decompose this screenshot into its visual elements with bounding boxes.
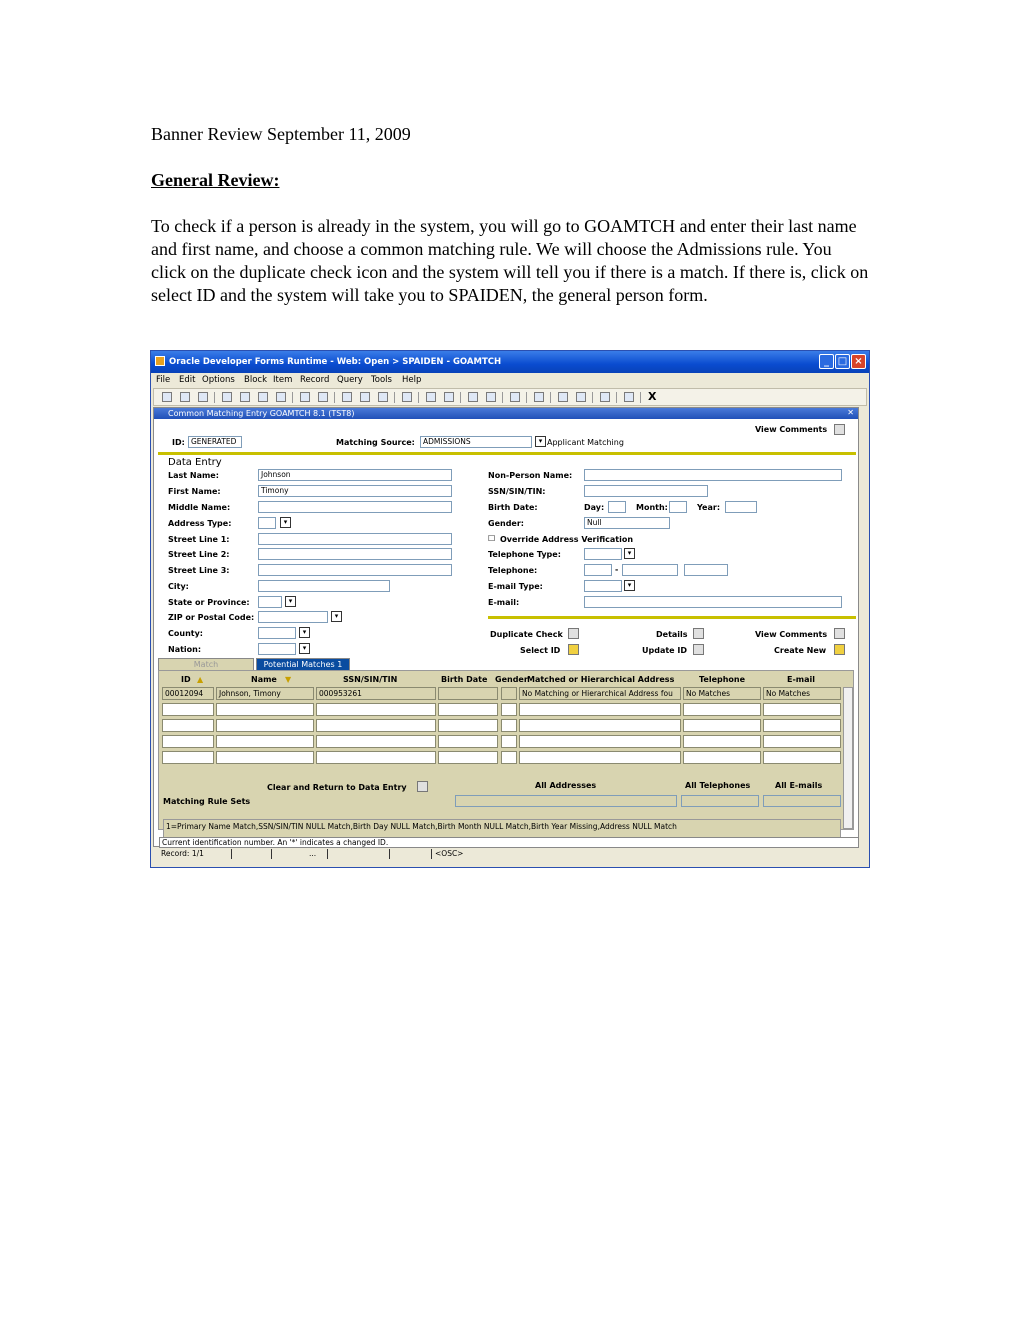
- window-titlebar: [151, 351, 869, 373]
- details-icon[interactable]: [693, 628, 704, 639]
- help-icon[interactable]: [600, 392, 610, 402]
- address-type-dropdown-icon[interactable]: ▾: [280, 517, 291, 528]
- body-paragraph: To check if a person is already in the system, you will go to GOAMTCH and enter their last name and first name, and choose a common matching rule. We will choose the Admissions rule. You click on the duplicate check icon and the system will tell you if there is a match. If there is, click on select ID and the system will take you to SPAIDEN, the general person form.: [151, 216, 869, 305]
- city-input[interactable]: [258, 580, 390, 592]
- telephone-area-input[interactable]: [584, 564, 612, 576]
- sort-warning-icon[interactable]: ▲: [197, 675, 204, 684]
- word-icon[interactable]: [486, 392, 496, 402]
- print-icon[interactable]: [198, 392, 208, 402]
- street-line-2-input[interactable]: [258, 548, 452, 560]
- birth-date-label: Birth Date:: [488, 503, 538, 512]
- all-emails-label: All E-mails: [775, 781, 823, 790]
- view-comments-icon[interactable]: [834, 628, 845, 639]
- zip-label: ZIP or Postal Code:: [168, 613, 255, 622]
- table-row[interactable]: [683, 735, 761, 748]
- table-row[interactable]: [162, 751, 214, 764]
- menu-query[interactable]: Query: [337, 375, 363, 385]
- table-row[interactable]: [519, 719, 681, 732]
- gender-label: Gender:: [488, 519, 524, 528]
- county-input[interactable]: [258, 627, 296, 639]
- close-button[interactable]: ×: [851, 354, 866, 369]
- table-row[interactable]: [519, 751, 681, 764]
- previous-block-icon[interactable]: [258, 392, 268, 402]
- create-new-label: Create New: [774, 646, 827, 655]
- table-row[interactable]: [501, 719, 517, 732]
- override-label: Override Address Verification: [500, 535, 634, 544]
- year-label: Year:: [697, 503, 721, 512]
- maximize-button[interactable]: □: [835, 354, 850, 369]
- telephone-type-label: Telephone Type:: [488, 550, 561, 559]
- telephone-number-input[interactable]: [622, 564, 678, 576]
- col-header-birth-date: Birth Date: [441, 675, 488, 684]
- email-label: E-mail:: [488, 598, 520, 607]
- zip-dropdown-icon[interactable]: ▾: [331, 611, 342, 622]
- state-label: State or Province:: [168, 598, 250, 607]
- day-label: Day:: [584, 503, 605, 512]
- goamtch-form: [153, 407, 859, 847]
- duplicate-check-label: Duplicate Check: [490, 630, 563, 639]
- applicant-matching-text: Applicant Matching: [547, 438, 624, 447]
- state-input[interactable]: [258, 596, 282, 608]
- email-type-label: E-mail Type:: [488, 582, 543, 591]
- lightbulb-icon[interactable]: [624, 392, 634, 402]
- middle-name-label: Middle Name:: [168, 503, 231, 512]
- table-row[interactable]: [316, 719, 436, 732]
- clear-return-label: Clear and Return to Data Entry: [267, 783, 407, 792]
- table-row[interactable]: [519, 703, 681, 716]
- col-header-id: ID: [181, 675, 191, 684]
- row1-name[interactable]: Johnson, Timony: [216, 687, 314, 700]
- all-addresses-label: All Addresses: [535, 781, 597, 790]
- section-heading: General Review:: [151, 170, 280, 190]
- state-dropdown-icon[interactable]: ▾: [285, 596, 296, 607]
- view-comments-label: View Comments: [755, 630, 828, 639]
- id-input[interactable]: GENERATED: [188, 436, 242, 448]
- status-record: [159, 849, 859, 860]
- table-row[interactable]: [216, 703, 314, 716]
- table-row[interactable]: [216, 719, 314, 732]
- excel-icon[interactable]: [468, 392, 478, 402]
- menu-help[interactable]: Help: [402, 375, 422, 385]
- telephone-label: Telephone:: [488, 566, 538, 575]
- yellow-divider-right: [488, 616, 856, 619]
- matching-source-label: Matching Source:: [336, 438, 415, 447]
- col-header-name: Name: [251, 675, 277, 684]
- city-label: City:: [168, 582, 189, 591]
- nation-dropdown-icon[interactable]: ▾: [299, 643, 310, 654]
- form-close-icon[interactable]: ✕: [847, 408, 854, 417]
- create-new-icon[interactable]: [834, 644, 845, 655]
- telephone-dash: -: [615, 565, 619, 574]
- menu-file[interactable]: File: [156, 375, 171, 385]
- folder-icon[interactable]: [402, 392, 412, 402]
- details-label: Details: [656, 630, 688, 639]
- gender-select[interactable]: Null: [584, 517, 670, 529]
- oracle-app-icon: [155, 356, 165, 366]
- minimize-button[interactable]: _: [819, 354, 834, 369]
- exit-form-icon[interactable]: [378, 392, 388, 402]
- row1-birth-date[interactable]: [438, 687, 498, 700]
- table-row[interactable]: [763, 719, 841, 732]
- table-row[interactable]: [683, 751, 761, 764]
- nation-label: Nation:: [168, 645, 202, 654]
- remove-record-icon[interactable]: [240, 392, 250, 402]
- select-id-icon[interactable]: [568, 644, 579, 655]
- table-row[interactable]: [438, 735, 498, 748]
- printer-icon[interactable]: [426, 392, 436, 402]
- table-row[interactable]: [162, 719, 214, 732]
- menu-record[interactable]: Record: [300, 375, 330, 385]
- update-id-icon[interactable]: [693, 644, 704, 655]
- status-osc: <OSC>: [435, 849, 464, 858]
- calendar-icon[interactable]: [360, 392, 370, 402]
- globe-icon[interactable]: [534, 392, 544, 402]
- street-line-3-input[interactable]: [258, 564, 452, 576]
- menu-options[interactable]: Options: [202, 375, 235, 385]
- all-emails-select[interactable]: [763, 795, 841, 807]
- status-message: Current identification number. An '*' indicates a changed ID.: [159, 837, 859, 848]
- back-arrow-icon[interactable]: [510, 392, 520, 402]
- table-row[interactable]: [763, 735, 841, 748]
- first-name-label: First Name:: [168, 487, 221, 496]
- override-checkbox-box[interactable]: ☐: [488, 534, 496, 543]
- street-line-3-label: Street Line 3:: [168, 566, 230, 575]
- first-name-input[interactable]: Timony: [258, 485, 452, 497]
- row1-gender[interactable]: [501, 687, 517, 700]
- day-input[interactable]: [608, 501, 626, 513]
- last-name-label: Last Name:: [168, 471, 219, 480]
- nation-input[interactable]: [258, 643, 296, 655]
- menu-item[interactable]: Item: [273, 375, 293, 385]
- execute-query-icon[interactable]: [318, 392, 328, 402]
- table-row[interactable]: [316, 703, 436, 716]
- screenshot-window: [150, 350, 870, 868]
- view-comments-top: View Comments: [755, 425, 828, 434]
- matching-rule-sets-label: Matching Rule Sets: [163, 797, 251, 806]
- table-row[interactable]: [438, 751, 498, 764]
- attach-icon[interactable]: [576, 392, 586, 402]
- tab-potential-matches[interactable]: Potential Matches 1: [256, 658, 350, 671]
- table-row[interactable]: [763, 703, 841, 716]
- telephone-type-dropdown-icon[interactable]: ▾: [624, 548, 635, 559]
- email-type-input[interactable]: [584, 580, 622, 592]
- form-titlebar: [154, 408, 858, 419]
- sort-down-icon[interactable]: ▼: [285, 675, 292, 684]
- window-title: Oracle Developer Forms Runtime - Web: Open > SPAIDEN - GOAMTCH: [169, 357, 502, 367]
- col-header-address: Matched or Hierarchical Address: [527, 675, 675, 684]
- telephone-ext-input[interactable]: [684, 564, 728, 576]
- matching-source-dropdown-icon[interactable]: ▾: [535, 436, 546, 447]
- grid-scrollbar[interactable]: [843, 687, 853, 829]
- menu-edit[interactable]: Edit: [179, 375, 196, 385]
- table-row[interactable]: [316, 735, 436, 748]
- street-line-1-label: Street Line 1:: [168, 535, 230, 544]
- county-dropdown-icon[interactable]: ▾: [299, 627, 310, 638]
- status-dots: ...: [309, 849, 317, 858]
- table-row[interactable]: [763, 751, 841, 764]
- table-row[interactable]: [162, 735, 214, 748]
- ssn-input[interactable]: [584, 485, 708, 497]
- rollback-icon[interactable]: [180, 392, 190, 402]
- month-label: Month:: [636, 503, 668, 512]
- zip-input[interactable]: [258, 611, 328, 623]
- potential-matches-grid: [158, 670, 854, 830]
- row1-address[interactable]: No Matching or Hierarchical Address fou: [519, 687, 681, 700]
- id-label: ID:: [172, 438, 185, 447]
- col-header-ssn: SSN/SIN/TIN: [343, 675, 398, 684]
- yellow-divider-top: [158, 452, 856, 455]
- table-row[interactable]: [438, 703, 498, 716]
- matching-rule-text: 1=Primary Name Match,SSN/SIN/TIN NULL Match,Birth Day NULL Match,Birth Month NULL Match,Birth Year Missing,Address NULL Match: [163, 819, 841, 843]
- save-icon[interactable]: [162, 392, 172, 402]
- table-row[interactable]: [162, 703, 214, 716]
- row1-id[interactable]: 00012094: [162, 687, 214, 700]
- menu-bar: [151, 373, 869, 388]
- pencil-icon[interactable]: [834, 424, 845, 435]
- all-addresses-select[interactable]: [455, 795, 677, 807]
- ssn-label: SSN/SIN/TIN:: [488, 487, 546, 496]
- toolbar: [153, 388, 867, 406]
- street-line-1-input[interactable]: [258, 533, 452, 545]
- exit-x-icon[interactable]: X: [648, 390, 657, 403]
- duplicate-check-icon[interactable]: [568, 628, 579, 639]
- table-row[interactable]: [316, 751, 436, 764]
- menu-block[interactable]: Block: [244, 375, 267, 385]
- non-person-name-label: Non-Person Name:: [488, 471, 573, 480]
- table-row[interactable]: [438, 719, 498, 732]
- all-telephones-select[interactable]: [681, 795, 759, 807]
- email-type-dropdown-icon[interactable]: ▾: [624, 580, 635, 591]
- record-count: Record: 1/1: [161, 849, 204, 858]
- row1-telephone[interactable]: No Matches: [683, 687, 761, 700]
- all-telephones-label: All Telephones: [685, 781, 751, 790]
- network-icon[interactable]: [558, 392, 568, 402]
- table-row[interactable]: [683, 703, 761, 716]
- enter-query-icon[interactable]: [300, 392, 310, 402]
- address-type-input[interactable]: [258, 517, 276, 529]
- table-row[interactable]: [501, 751, 517, 764]
- row1-ssn[interactable]: 000953261: [316, 687, 436, 700]
- table-row[interactable]: [683, 719, 761, 732]
- table-row[interactable]: [519, 735, 681, 748]
- data-entry-heading: Data Entry: [168, 457, 222, 468]
- table-row[interactable]: [501, 735, 517, 748]
- document-title: Banner Review September 11, 2009: [151, 124, 411, 144]
- menu-tools[interactable]: Tools: [371, 375, 392, 385]
- col-header-email: E-mail: [787, 675, 816, 684]
- next-block-icon[interactable]: [276, 392, 286, 402]
- year-input[interactable]: [725, 501, 757, 513]
- table-row[interactable]: [216, 751, 314, 764]
- col-header-gender: Gender: [495, 675, 528, 684]
- address-type-label: Address Type:: [168, 519, 232, 528]
- insert-record-icon[interactable]: [222, 392, 232, 402]
- table-row[interactable]: [216, 735, 314, 748]
- middle-name-input[interactable]: [258, 501, 452, 513]
- non-person-name-input[interactable]: [584, 469, 842, 481]
- col-header-telephone: Telephone: [699, 675, 746, 684]
- select-id-label: Select ID: [520, 646, 561, 655]
- email-input[interactable]: [584, 596, 842, 608]
- form-title: Common Matching Entry GOAMTCH 8.1 (TST8): [168, 409, 355, 418]
- matching-source-input[interactable]: ADMISSIONS: [420, 436, 532, 448]
- month-input[interactable]: [669, 501, 687, 513]
- tab-match[interactable]: Match: [158, 658, 254, 671]
- export-icon[interactable]: [444, 392, 454, 402]
- options-icon[interactable]: [342, 392, 352, 402]
- table-row[interactable]: [501, 703, 517, 716]
- telephone-type-input[interactable]: [584, 548, 622, 560]
- county-label: County:: [168, 629, 203, 638]
- update-id-label: Update ID: [642, 646, 687, 655]
- street-line-2-label: Street Line 2:: [168, 550, 230, 559]
- last-name-input[interactable]: Johnson: [258, 469, 452, 481]
- clear-return-icon[interactable]: [417, 781, 428, 792]
- row1-email[interactable]: No Matches: [763, 687, 841, 700]
- status-bar: [157, 837, 863, 861]
